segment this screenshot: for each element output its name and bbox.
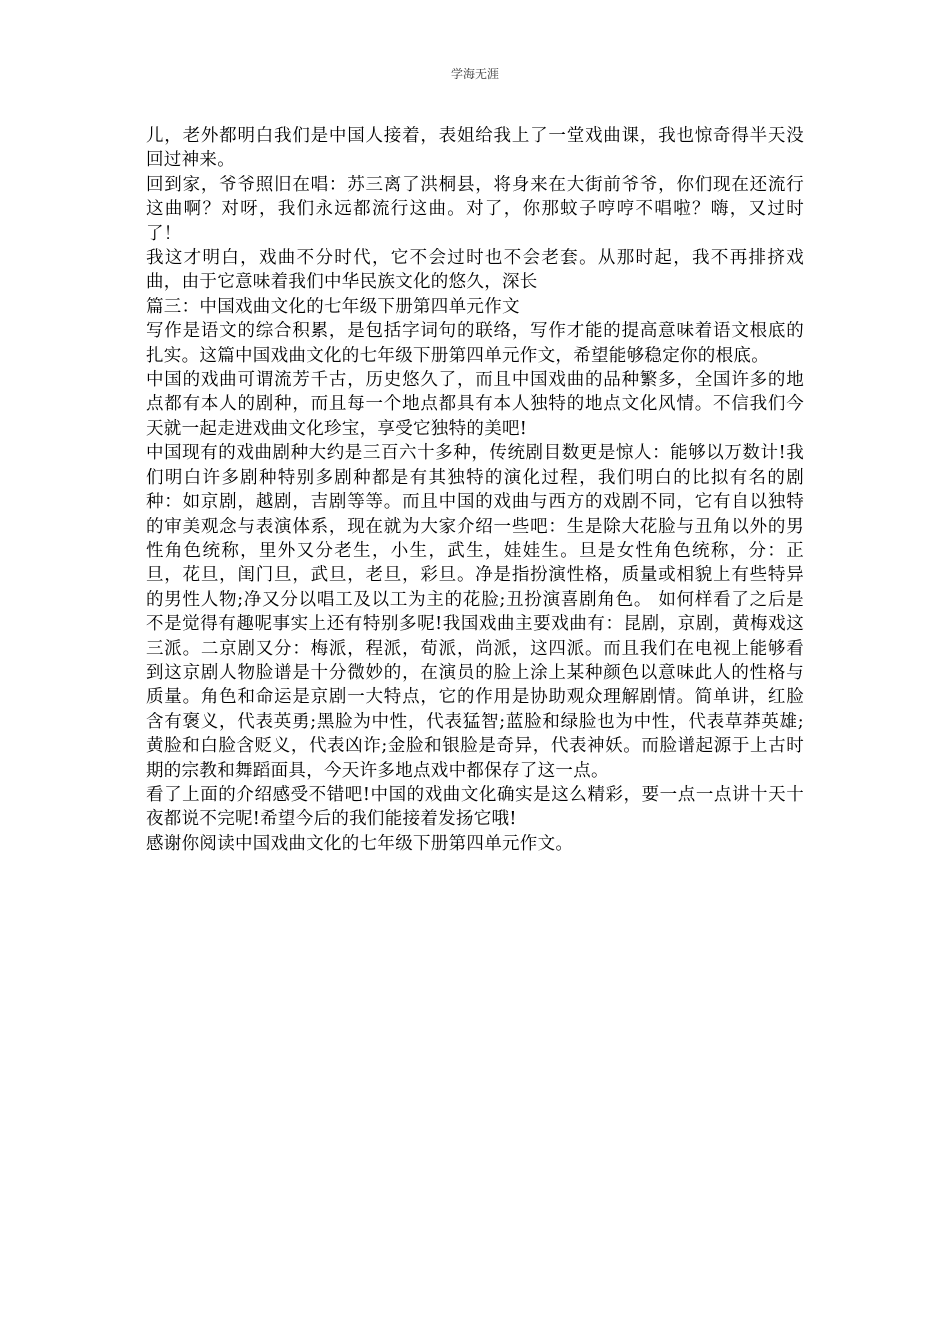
section-heading: 篇三：中国戏曲文化的七年级下册第四单元作文 [146,296,520,317]
paragraph-8: 看了上面的介绍感受不错吧!中国的戏曲文化确实是这么精彩，要一点一点讲十天十夜都说不完呢!希望今后的我们能接着发扬它哦! [146,784,804,830]
paragraph-6: 中国的戏曲可谓流芳千古，历史悠久了，而且中国戏曲的品种繁多，全国许多的地点都有本人的剧种，而且每一个地点都具有本人独特的地点文化风情。不信我们今天就一起走进戏曲文化珍宝，享受它独特的美吧! [146,370,804,439]
paragraph-7: 中国现有的戏曲剧种大约是三百六十多种，传统剧目数更是惊人：能够以万数计!我们明白许多剧种特别多剧种都是有其独特的演化过程，我们明白的比拟有名的剧种：如京剧，越剧，吉剧等等。而且中国的戏曲与西方的戏剧不同，它有自以独特的审美观念与表演体系，现在就为大家介绍一些吧：生是除大花脸与丑角以外的男性角色统称，里外又分老生，小生，武生，娃娃生。旦是女性角色统称，分：正旦，花旦，闺门旦，武旦，老旦，彩旦。净是指扮演性格，质量或相貌上有些特异的男性人物;净又分以唱工及以工为主的花脸;丑扮演喜剧角色。 如何样看了之后是不是觉得有趣呢事实上还有特别多呢!我国戏曲主要戏曲有：昆剧，京剧，黄梅戏这三派。二京剧又分：梅派，程派，荀派，尚派，这四派。而且我们在电视上能够看到这京剧人物脸谱是十分微妙的，在演员的脸上涂上某种颜色以意味此人的性格与质量。角色和命运是京剧一大特点，它的作用是协助观众理解剧情。简单讲，红脸含有褒义，代表英勇;黑脸为中性，代表猛智;蓝脸和绿脸也为中性，代表草莽英雄;黄脸和白脸含贬义，代表凶诈;金脸和银脸是奇异，代表神妖。而脸谱起源于上古时期的宗教和舞蹈面具，今天许多地点戏中都保存了这一点。 [146,443,804,781]
document-body [146,124,804,856]
paragraph-3: 我这才明白，戏曲不分时代，它不会过时也不会老套。从那时起，我不再排挤戏曲，由于它意味着我们中华民族文化的悠久，深长 [146,248,804,293]
paragraph-5: 写作是语文的综合积累，是包括字词句的联络，写作才能的提高意味着语文根底的扎实。这篇中国戏曲文化的七年级下册第四单元作文，希望能够稳定你的根底。 [146,321,804,366]
page-header: 学海无涯 [450,67,499,81]
paragraph-2: 回到家，爷爷照旧在唱：苏三离了洪桐县，将身来在大街前爷爷，你们现在还流行这曲啊？对呀，我们永远都流行这曲。对了，你那蚊子哼哼不唱啦？嗨，又过时了！ [146,174,804,244]
paragraph-1: 儿，老外都明白我们是中国人接着，表姐给我上了一堂戏曲课，我也惊奇得半天没回过神来。 [146,126,804,171]
paragraph-9: 感谢你阅读中国戏曲文化的七年级下册第四单元作文。 [146,833,574,854]
